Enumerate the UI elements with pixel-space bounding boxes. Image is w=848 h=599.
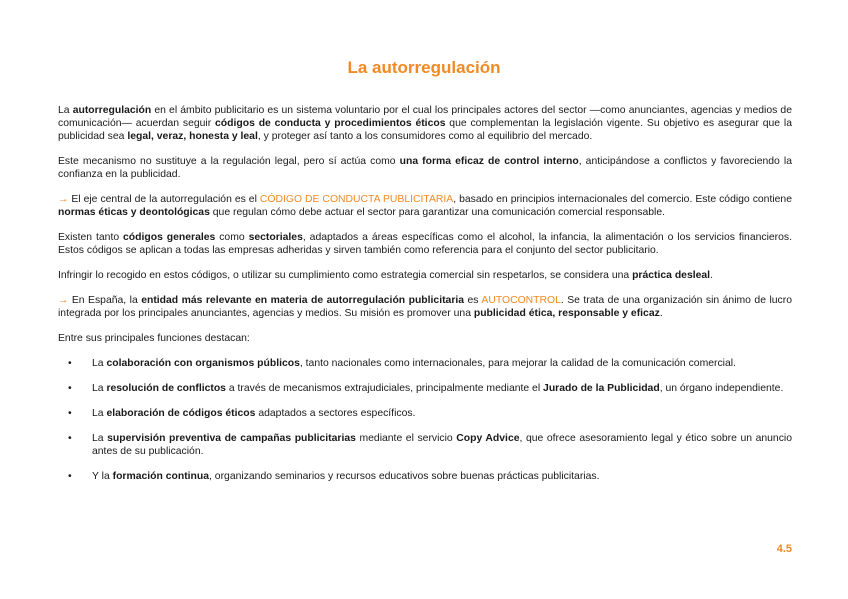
bold-text: formación continua [112, 471, 210, 482]
functions-list [58, 357, 792, 483]
text: La [92, 383, 107, 394]
bold-text: entidad más relevante en materia de autorregulación publicitaria [141, 295, 465, 306]
highlight-text: CÓDIGO DE CONDUCTA PUBLICITARIA [259, 194, 454, 205]
highlight-text: AUTOCONTROL [481, 295, 561, 306]
text: como [215, 232, 249, 243]
paragraph-codes-types [58, 231, 792, 257]
text: En España, la [68, 295, 142, 306]
text: La [92, 433, 108, 444]
bold-text: sectoriales [248, 232, 303, 243]
page-title: La autorregulación [347, 58, 501, 77]
paragraph-infringement [58, 269, 792, 282]
text: , organizando seminarios y recursos educativos sobre buenas prácticas publicitarias. [209, 471, 600, 482]
text: a través de mecanismos extrajudiciales, principalmente mediante el [225, 383, 544, 394]
list-item [58, 432, 792, 458]
paragraph-autocontrol [58, 294, 792, 320]
text: La [92, 408, 107, 419]
text: Existen tanto [58, 232, 124, 243]
bold-text: una forma eficaz de control interno [399, 156, 579, 167]
text: , basado en principios internacionales del comercio. Este código contiene [453, 194, 792, 205]
paragraph-intro [58, 104, 792, 143]
text: Este mecanismo no sustituye a la regulación legal, pero sí actúa como [58, 156, 400, 167]
page-number: 4.5 [776, 543, 792, 555]
bullet-icon: • [68, 358, 72, 369]
paragraph-functions-intro: Entre sus principales funciones destacan: [58, 333, 250, 344]
bold-text: resolución de conflictos [106, 383, 226, 394]
text: , tanto nacionales como internacionales, para mejorar la calidad de la comunicación comercial. [299, 358, 736, 369]
text: , anticipándose a conflictos y favoreciendo la confianza en la publicidad. [58, 156, 792, 180]
arrow-icon: → [58, 295, 69, 306]
paragraph-mechanism [58, 155, 792, 181]
paragraph-code [58, 193, 792, 219]
bold-text: práctica desleal [632, 270, 711, 281]
list-item [58, 407, 792, 420]
text: . Se trata de una organización sin ánimo de lucro integrada por los principales anunciantes, agencias y medios. Su misión es promover una [58, 295, 792, 319]
bullet-icon: • [68, 433, 72, 444]
bold-text: Jurado de la Publicidad [543, 383, 660, 394]
text: , y proteger así tanto a los consumidores como al equilibrio del mercado. [257, 131, 593, 142]
text: adaptados a sectores específicos. [255, 408, 416, 419]
bullet-icon: • [68, 383, 72, 394]
text: La [58, 105, 73, 116]
bold-text: Copy Advice [456, 433, 520, 444]
text: en el ámbito publicitario es un sistema voluntario por el cual los principales actores del sector —como anunciantes, agencias y medios de comunicación— acuerdan seguir [58, 105, 792, 129]
text: Y la [92, 471, 113, 482]
list-item [58, 382, 792, 395]
bold-text: códigos de conducta y procedimientos éticos [215, 118, 446, 129]
text: . [710, 270, 713, 281]
text: El eje central de la autorregulación es el [68, 194, 260, 205]
bold-text: códigos generales [123, 232, 216, 243]
bold-text: supervisión preventiva de campañas publicitarias [107, 433, 356, 444]
bold-text: legal, veraz, honesta y leal [127, 131, 258, 142]
text: , que ofrece asesoramiento legal y ético sobre un anuncio antes de su publicación. [92, 433, 792, 457]
bold-text: normas éticas y deontológicas [58, 207, 210, 218]
bold-text: autorregulación [72, 105, 152, 116]
text: La [92, 358, 107, 369]
bold-text: elaboración de códigos éticos [106, 408, 256, 419]
text: , adaptados a áreas específicas como el alcohol, la infancia, la alimentación o los servicios financieros. Estos códigos se aplican a todas las empresas adheridas y sirven también como referencia para el conjunto del sector publicitario. [58, 232, 792, 256]
arrow-icon: → [58, 194, 69, 205]
text: , un órgano independiente. [659, 383, 784, 394]
text: . [659, 308, 663, 319]
body-content [58, 104, 792, 495]
bold-text: publicidad ética, responsable y eficaz [473, 308, 660, 319]
text: mediante el servicio [355, 433, 457, 444]
text: es [464, 295, 482, 306]
text: Infringir lo recogido en estos códigos, o utilizar su cumplimiento como estrategia comercial sin respetarlos, se considera una [58, 270, 633, 281]
list-item [58, 470, 792, 483]
bold-text: colaboración con organismos públicos [106, 358, 300, 369]
list-item [58, 357, 792, 370]
text: que complementan la legislación vigente. Su objetivo es asegurar que la publicidad sea [58, 118, 792, 142]
bullet-icon: • [68, 408, 72, 419]
text: que regulan cómo debe actuar el sector para garantizar una comunicación comercial responsable. [209, 207, 666, 218]
bullet-icon: • [68, 471, 72, 482]
